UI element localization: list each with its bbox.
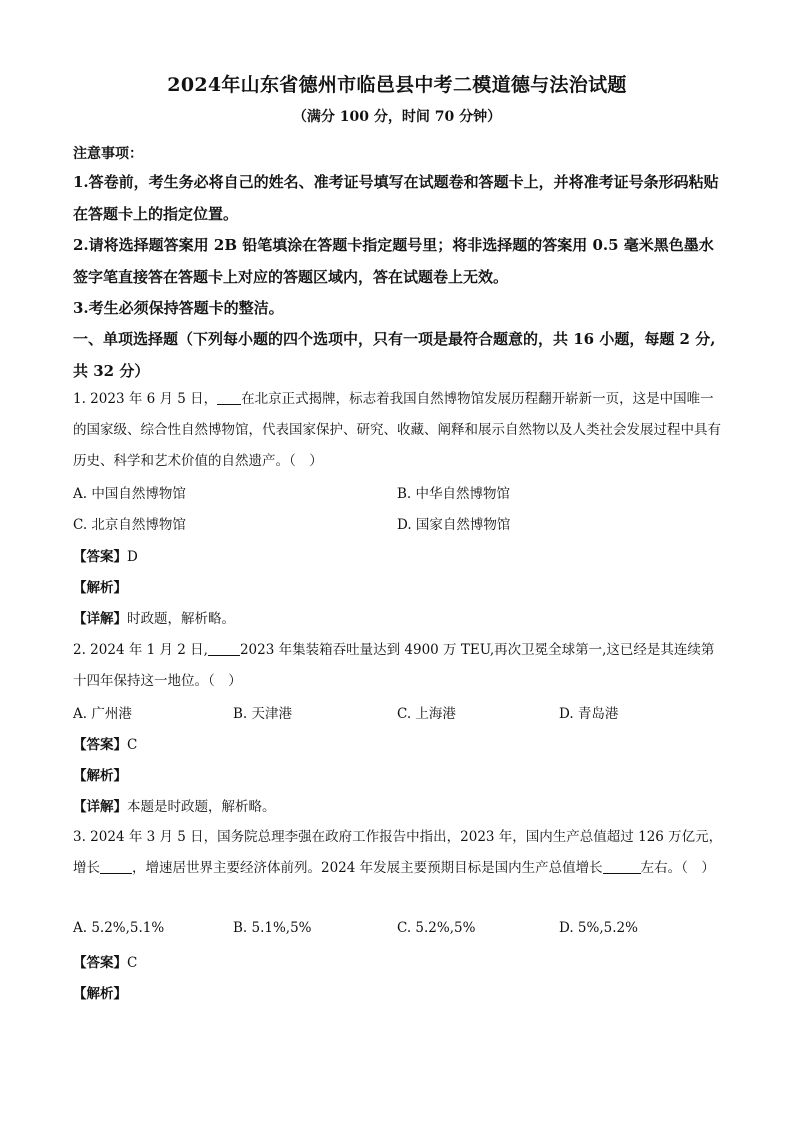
question-2-option-c: C. 上海港 <box>397 706 456 722</box>
question-2-option-a: A. 广州港 <box>73 706 132 722</box>
notice-item-3: 3.考生必须保持答题卡的整洁。 <box>73 299 284 317</box>
question-3-option-b: B. 5.1%,5% <box>233 920 312 936</box>
question-2-detail <box>73 795 276 815</box>
question-3-blank-2 <box>603 859 641 874</box>
notice-heading: 注意事项： <box>73 146 143 162</box>
question-3-analysis <box>73 982 127 1002</box>
answer-label: 【答案】 <box>73 737 127 753</box>
question-3-stem-part-a: 3. 2024 年 3 月 5 日，国务院总理李强在政府工作报告中指出，2023 年，国内生产总值超过 126 万亿元，增长 <box>73 829 723 876</box>
question-1-blank <box>217 390 241 405</box>
analysis-label: 【解析】 <box>73 768 127 784</box>
question-3-option-c: C. 5.2%,5% <box>397 920 476 936</box>
question-1-option-d: D. 国家自然博物馆 <box>397 517 511 533</box>
question-2-stem-part-b: 2023 年集装箱吞吐量达到 4900 万 TEU,再次卫冕全球第一,这已经是其连续第十四年保持这一地位。（ ） <box>73 642 715 689</box>
question-2-answer-value: C <box>127 737 138 753</box>
question-3-option-a: A. 5.2%,5.1% <box>73 920 165 936</box>
question-2-option-d: D. 青岛港 <box>559 706 619 722</box>
question-3-blank-1 <box>100 859 132 874</box>
answer-label: 【答案】 <box>73 549 127 565</box>
notice-item-1: 1.答卷前，考生务必将自己的姓名、准考证号填写在试题卷和答题卡上，并将准考证号条形码粘贴在答题卡上的指定位置。 <box>73 173 719 223</box>
question-2-analysis <box>73 764 127 784</box>
detail-label: 【详解】 <box>73 799 127 815</box>
analysis-label: 【解析】 <box>73 986 127 1002</box>
question-1-answer <box>73 545 138 565</box>
question-1-detail-text: 时政题，解析略。 <box>127 611 235 627</box>
question-3-answer-value: C <box>127 955 138 971</box>
question-1-stem-part-a: 1. 2023 年 6 月 5 日， <box>73 391 218 407</box>
question-2-options-row <box>73 702 723 726</box>
question-2-blank <box>208 641 240 656</box>
question-3-stem <box>73 822 723 884</box>
question-1-stem-part-b: 在北京正式揭牌，标志着我国自然博物馆发展历程翻开崭新一页，这是中国唯一的国家级、综合性自然博物馆，代表国家保护、研究、收藏、阐释和展示自然物以及人类社会发展过程中具有历史、科学和艺术价值的自然遗产。（ ） <box>73 391 721 469</box>
question-1-option-a: A. 中国自然博物馆 <box>73 486 186 502</box>
question-3-stem-part-b: ，增速居世界主要经济体前列。2024 年发展主要预期目标是国内生产总值增长 <box>132 860 603 876</box>
question-3-answer <box>73 951 137 971</box>
question-2-option-b: B. 天津港 <box>233 706 293 722</box>
exam-subtitle: （满分 100 分，时间 70 分钟） <box>292 109 502 125</box>
section-heading: 一、单项选择题（下列每小题的四个选项中，只有一项是最符合题意的，共 16 小题，每题 2 分,共 32 分） <box>73 330 716 380</box>
question-2-answer <box>73 733 137 753</box>
question-1-answer-value: D <box>127 549 138 565</box>
question-2-detail-text: 本题是时政题，解析略。 <box>127 799 276 815</box>
question-3-option-d: D. 5%,5.2% <box>559 920 638 936</box>
question-1-options-row-2 <box>73 513 723 537</box>
detail-label: 【详解】 <box>73 611 127 627</box>
answer-label: 【答案】 <box>73 955 127 971</box>
notice-item-2: 2.请将选择题答案用 2B 铅笔填涂在答题卡指定题号里；将非选择题的答案用 0.5 毫米黑色墨水签字笔直接答在答题卡上对应的答题区域内，答在试题卷上无效。 <box>73 236 714 286</box>
question-1-stem <box>73 384 723 477</box>
question-1-option-c: C. 北京自然博物馆 <box>73 517 186 533</box>
question-3-stem-part-c: 左右。（ ） <box>640 860 715 876</box>
question-2-stem <box>73 635 723 697</box>
page-title: 2024年山东省德州市临邑县中考二模道德与法治试题 <box>167 74 627 96</box>
question-3-options-row <box>73 920 723 944</box>
question-1-options-row-1 <box>73 482 723 506</box>
question-1-option-b: B. 中华自然博物馆 <box>397 486 511 502</box>
question-1-analysis <box>73 576 127 596</box>
question-2-stem-part-a: 2. 2024 年 1 月 2 日, <box>73 642 208 658</box>
question-1-detail <box>73 607 235 627</box>
analysis-label: 【解析】 <box>73 580 127 596</box>
